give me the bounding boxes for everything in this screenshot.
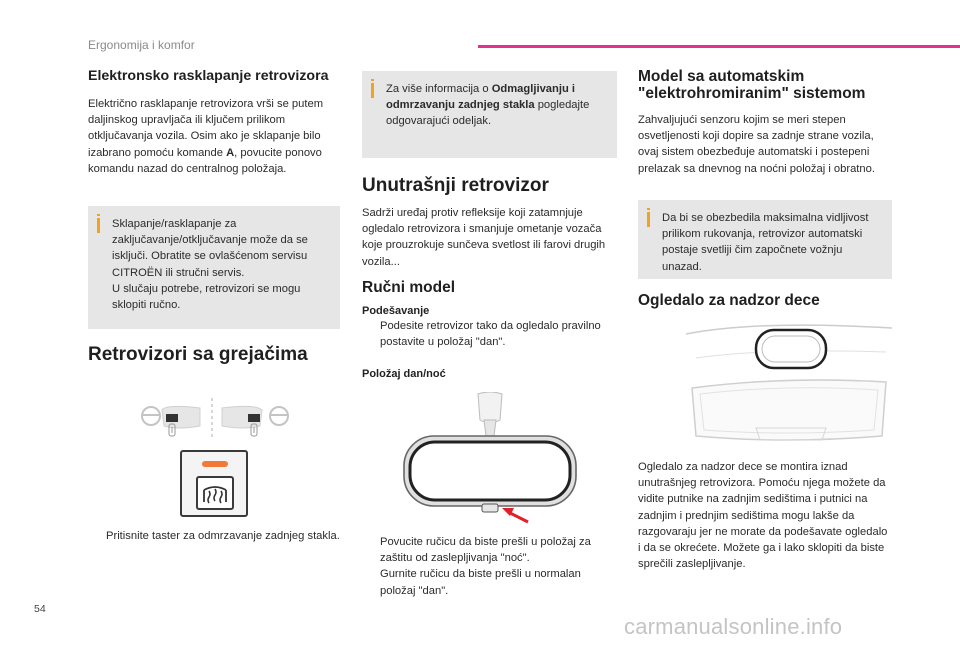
heading-day-night: Položaj dan/noć [362, 368, 446, 380]
day-night-lever[interactable] [482, 504, 498, 512]
mirror-glass [410, 442, 570, 500]
info-note-defrost-reference [362, 71, 617, 158]
para-electric-folding [88, 96, 342, 177]
col2-subtitle-wrap [362, 279, 617, 297]
note-folding-text2: U slučaju potrebe, retrovizori se mogu sklopiti ručno. [112, 282, 301, 312]
title-interior-mirror: Unutrašnji retrovizor [362, 175, 549, 196]
header-accent-bar [478, 45, 960, 48]
col2-daynight-wrap [362, 368, 617, 380]
watermark-text: carmanualsonline.info [624, 614, 843, 639]
col2-para-wrap [362, 205, 617, 270]
col3-para2-wrap [638, 459, 892, 572]
bullet-adjust-mirror [362, 318, 617, 350]
right-mirror-icon [222, 406, 288, 436]
mirror-heating-illustration [138, 396, 298, 440]
col3-title-wrap [638, 68, 892, 102]
rear-defrost-icon [196, 476, 234, 510]
info-icon [371, 83, 374, 98]
info-note-folding [88, 206, 340, 329]
para-electric-folding-post: , povucite ponovo komandu nazad do centralnog položaja. [88, 146, 322, 175]
bullet-pull-lever [362, 534, 617, 566]
red-arrow-icon [502, 508, 528, 522]
bullet-pull-lever-text: Povucite ručicu da biste prešli u položaj za zaštitu od zaslepljivanja "noć". [380, 536, 591, 565]
col1-bullet-wrap [88, 528, 340, 544]
command-a-label: A [226, 146, 235, 159]
info-icon [97, 218, 100, 233]
col2-title-wrap [362, 175, 617, 197]
page-number: 54 [34, 603, 46, 615]
info-icon [647, 212, 650, 227]
col2-adjust-wrap [362, 305, 617, 350]
col3-subtitle-wrap [638, 292, 892, 310]
note-defrost-pre: Za više informacija o [386, 83, 492, 95]
bullet-adjust-mirror-text: Podesite retrovizor tako da ogledalo pravilno postavite u položaj "dan". [380, 320, 601, 349]
note-defrost-reference-text [386, 81, 607, 130]
defrost-led-icon [202, 461, 228, 467]
rear-defrost-button[interactable] [180, 450, 248, 517]
title-auto-electrochrome: Model sa automatskim "elektrohromiranim" sistemom [638, 68, 866, 102]
col1-title2-wrap [88, 344, 340, 366]
interior-mirror-illustration [398, 392, 588, 526]
col3-para-wrap [638, 112, 892, 177]
rear-defrost-symbol [198, 478, 232, 508]
note-defrost-post: pogledajte odgovarajući odeljak. [386, 99, 590, 128]
bullet-push-lever-text: Gurnite ručicu da biste prešli u normalan položaj "dan". [380, 568, 581, 597]
note-reverse-text: Da bi se obezbedila maksimalna vidljivost prilikom rukovanja, retrovizor automatski postaje svetliji čim započnete vožnju unazad. [662, 212, 869, 273]
col2-bullets-wrap [362, 534, 617, 599]
para-electric-folding-pre: Električno rasklapanje retrovizora vrši se putem daljinskog upravljača ili ključem prilikom otključavanja vozila. Osim ako je sklapanje bilo izabrano pomoću komande [88, 98, 324, 159]
info-note-reverse [638, 200, 892, 279]
title-manual-model: Ručni model [362, 279, 456, 296]
para-child-mirror: Ogledalo za nadzor dece se montira iznad unutrašnjeg retrovizora. Pomoću njega možete da vidite putnike na zadnjim sedištima i putnici na zadnjim i prednjim sedištima mogu lakše da razgovaraju jer ne morate da podešavate ogledalo i da se okrećete. Možete ga i lako sklopiti da biste sprečili zaslepljivanje. [638, 461, 888, 571]
note-folding-text: Sklapanje/rasklapanje za zaključavanje/otključavanje može da se isključi. Obratite se ovlašćenom servisu CITROËN ili stručni servis. [112, 218, 308, 279]
title-heated-mirrors: Retrovizori sa grejačima [88, 344, 308, 365]
heading-adjustment: Podešavanje [362, 305, 430, 317]
para-anti-glare: Sadrži uređaj protiv refleksije koji zatamnjuje ogledalo retrovizora i smanjuje ometanje vozača koje prouzrokuje sunčeva svetlost ili farovi drugih vozila... [362, 207, 606, 268]
title-electronic-folding: Elektronsko rasklapanje retrovizora [88, 68, 329, 84]
child-mirror-illustration [686, 318, 896, 444]
title-child-mirror: Ogledalo za nadzor dece [638, 292, 820, 309]
bullet-press-defrost [88, 528, 340, 544]
para-electrochrome-sensor: Zahvaljujući senzoru kojim se meri stepen osvetljenosti koji dopire sa zadnje strane vozila, ovaj sistem obezbeđuje automatski i postepeni prelazak sa dnevnog na noćni položaj i obratno. [638, 114, 875, 175]
bullet-push-lever [362, 566, 617, 598]
section-label: Ergonomija i komfor [88, 38, 195, 52]
note-defrost-bold: Odmagljivanju i odmrzavanju zadnjeg stakla [386, 83, 576, 112]
col1-para1-wrap [88, 96, 342, 177]
left-mirror-icon [142, 406, 200, 436]
col1-title1-wrap [88, 68, 340, 85]
bullet-press-defrost-text: Pritisnite taster za odmrzavanje zadnjeg stakla. [106, 530, 340, 542]
